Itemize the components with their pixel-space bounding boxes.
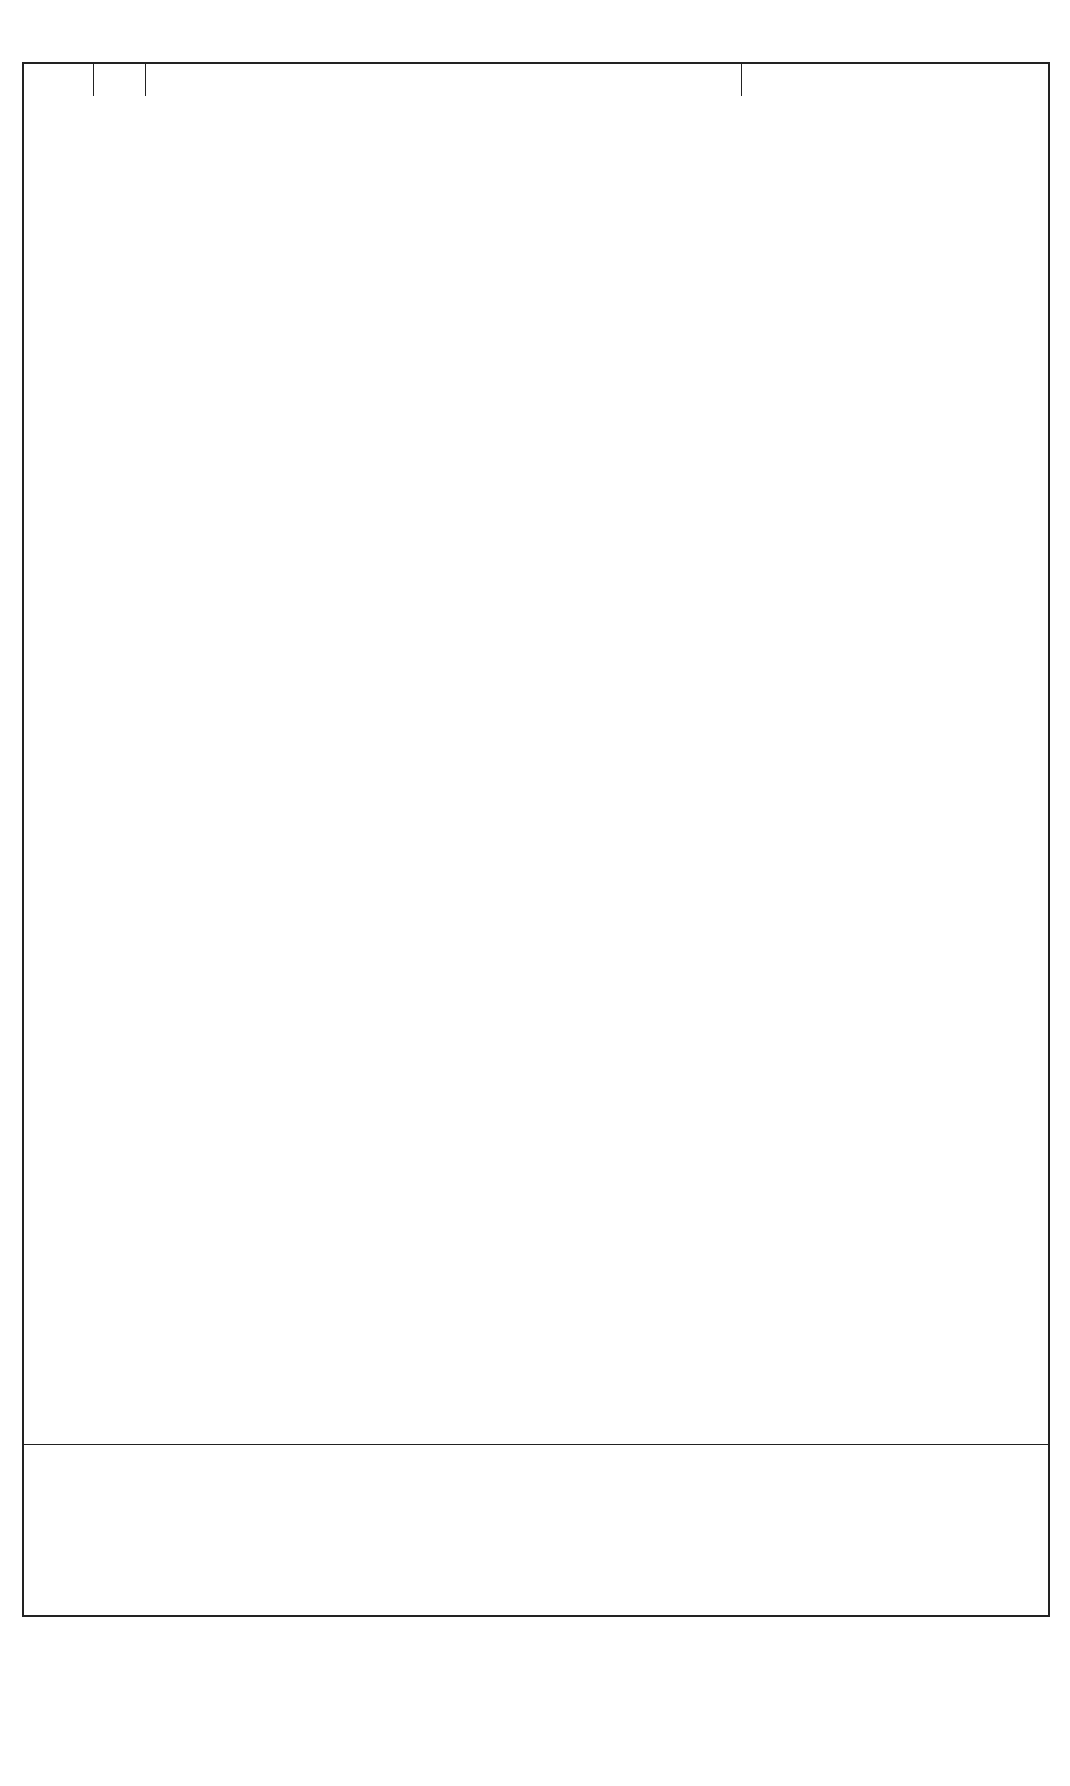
header-day (24, 64, 94, 96)
table-header-row (24, 64, 1048, 96)
footer-notes (24, 1444, 1048, 1615)
schedule-table (22, 62, 1050, 1617)
header-weekday (94, 64, 146, 96)
header-dismissal-time (742, 64, 1048, 96)
header-events (146, 64, 742, 96)
